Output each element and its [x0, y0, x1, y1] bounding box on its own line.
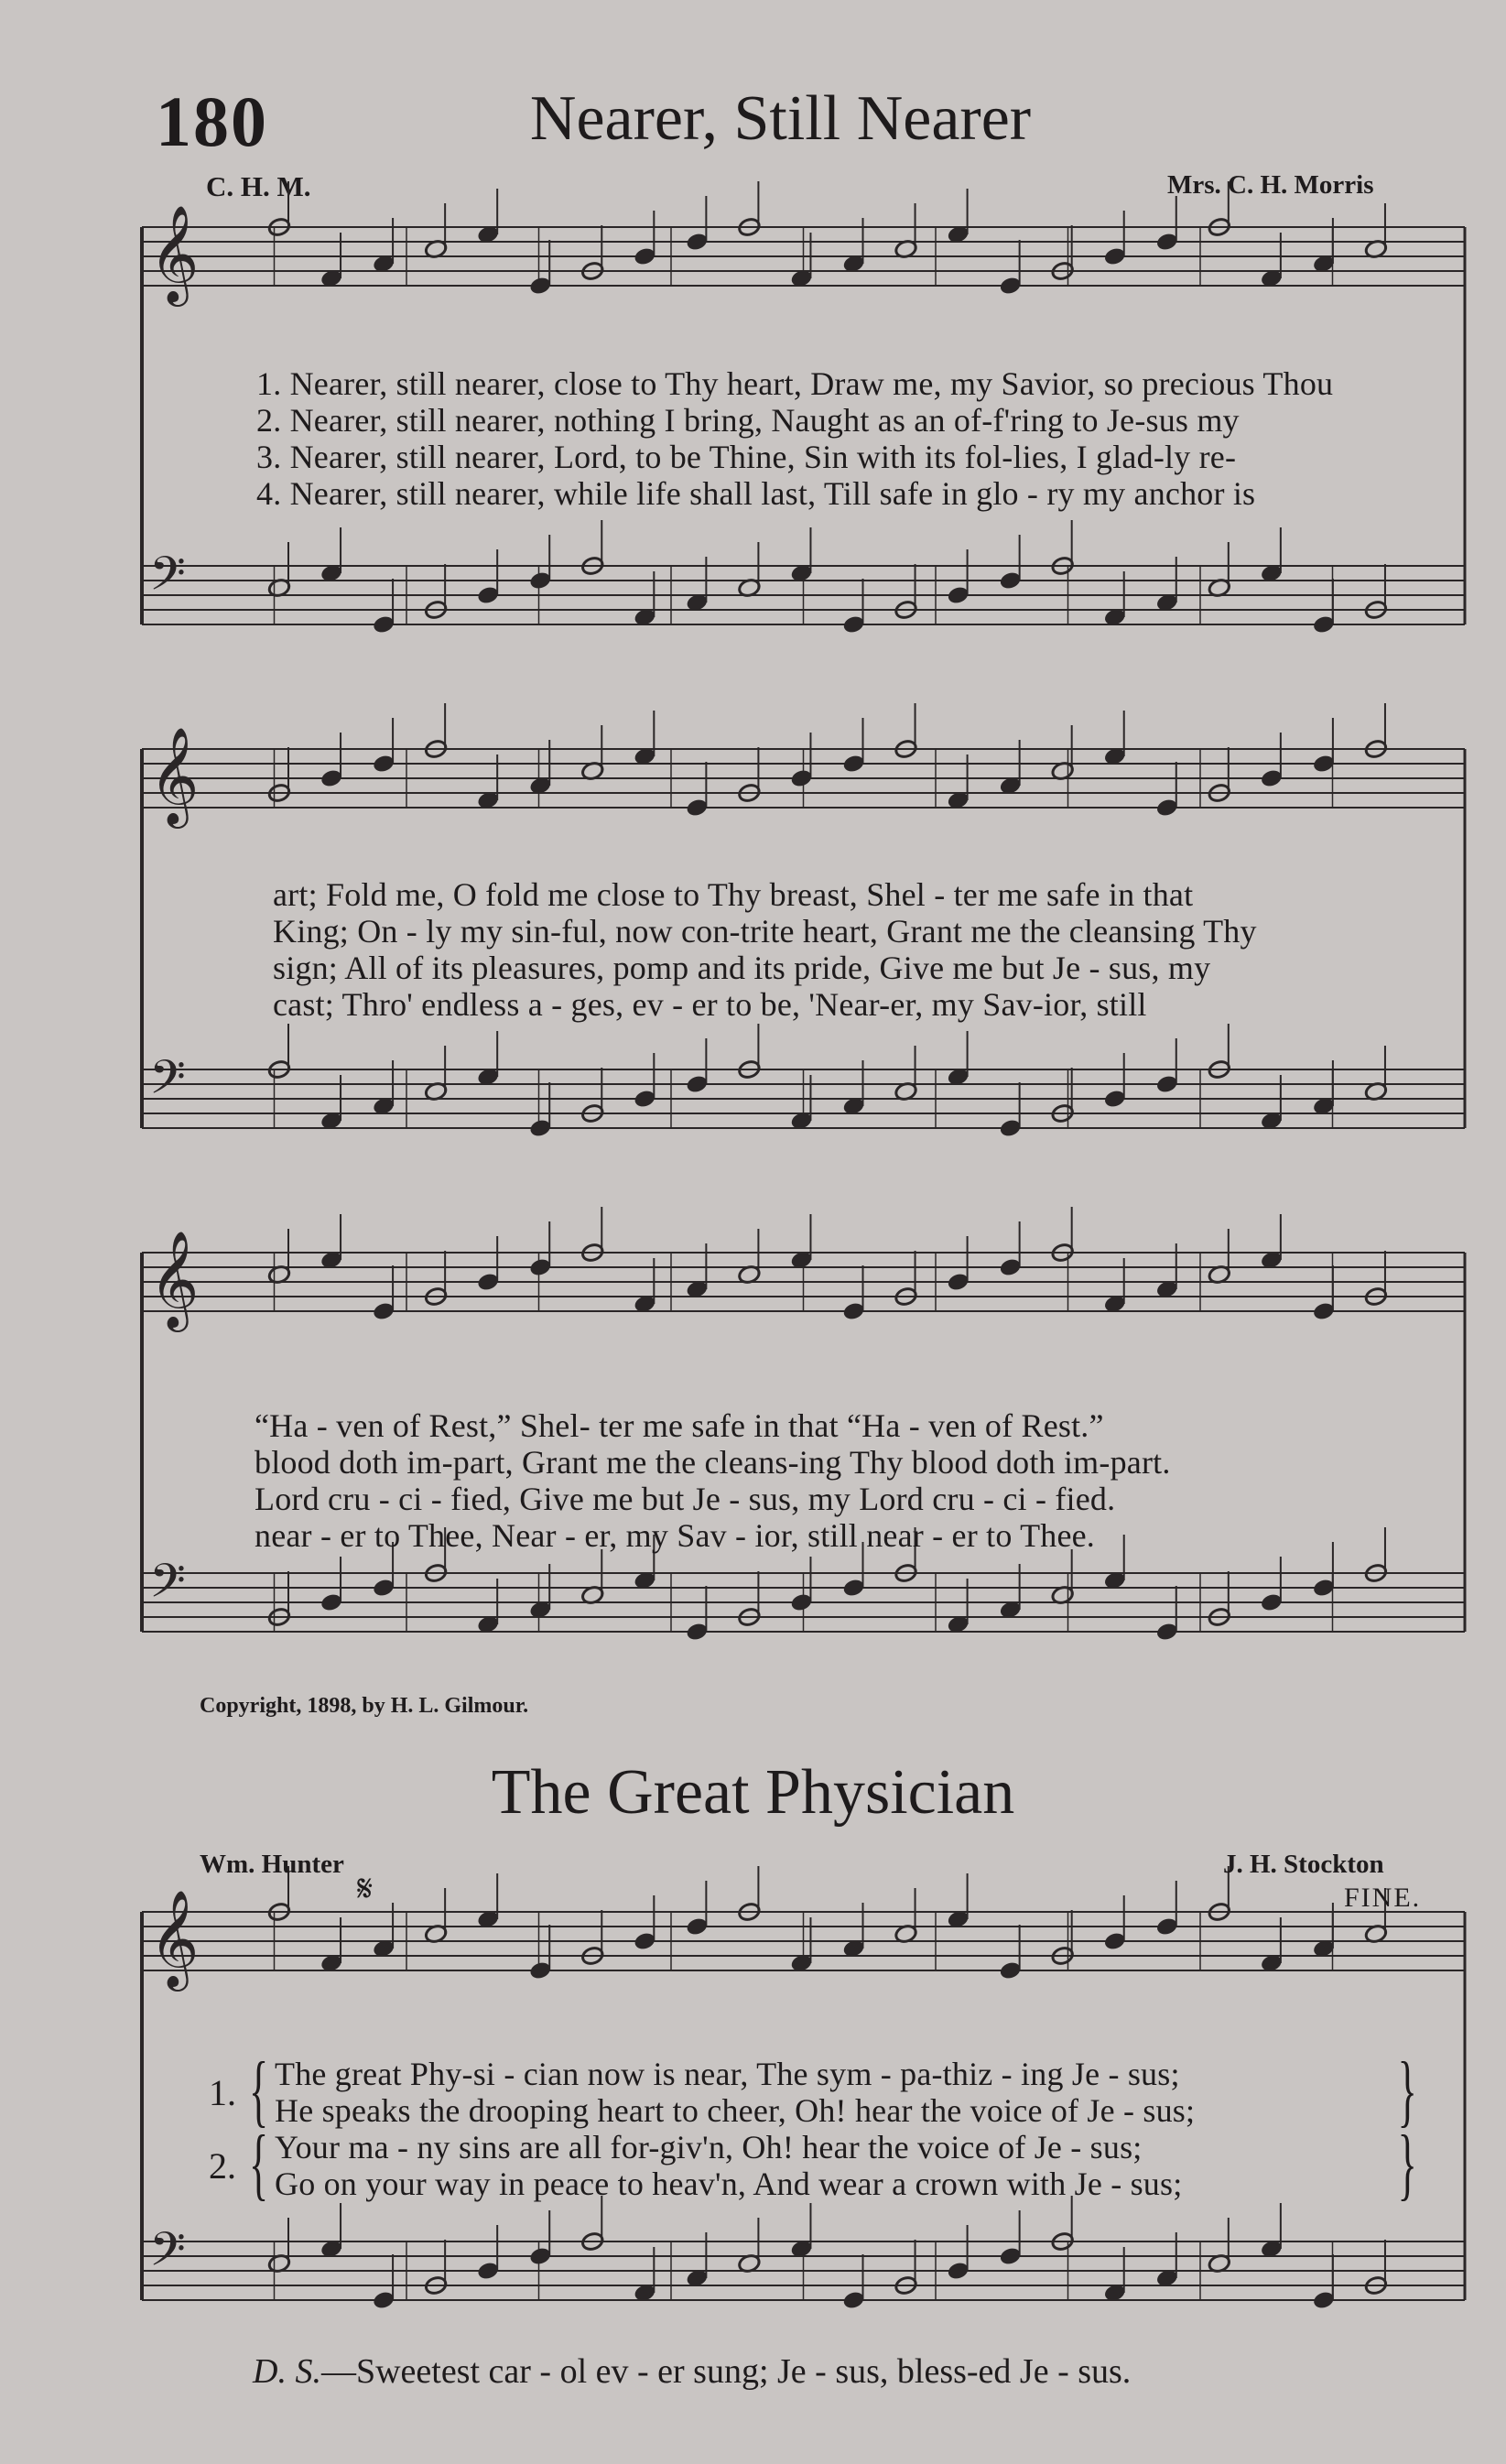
lyric-s1-v1: 1. Nearer, still nearer, close to Thy heart, Draw me, my Savior, so precious Thou [256, 365, 1334, 402]
lyric-s3-v1: “Ha - ven of Rest,” Shel- ter me safe in that “Ha - ven of Rest.” [255, 1407, 1104, 1444]
hymn-title-2: The Great Physician [491, 1757, 1015, 1828]
lyric-gp-1: The great Phy-si - cian now is near, The sym - pa-thiz - ing Je - sus; [275, 2056, 1180, 2092]
lyric-gp-4: Go on your way in peace to heav'n, And wear a crown with Je - sus; [275, 2165, 1183, 2202]
lyric-s1-v3: 3. Nearer, still nearer, Lord, to be Thine, Sin with its fol-lies, I glad-ly re- [256, 439, 1237, 475]
lyric-s3-v4: near - er to Thee, Near - er, my Sav - ior, still near - er to Thee. [255, 1517, 1096, 1554]
lyric-s2-v3: sign; All of its pleasures, pomp and its pride, Give me but Je - sus, my [273, 950, 1211, 986]
brace-verse-1: { [249, 2046, 269, 2135]
lyric-s3-v3: Lord cru - ci - fied, Give me but Je - sus, my Lord cru - ci - fied. [255, 1481, 1116, 1517]
lyric-gp-2: He speaks the drooping heart to cheer, Oh! hear the voice of Je - sus; [275, 2092, 1196, 2129]
svg-text:𝄞: 𝄞 [149, 726, 200, 824]
ds-label: D. S. [253, 2352, 321, 2391]
svg-text:𝄞: 𝄞 [149, 1230, 200, 1328]
hymn-title: Nearer, Still Nearer [529, 83, 1032, 154]
hymn-number: 180 [156, 81, 268, 161]
author-credit: Mrs. C. H. Morris [1167, 170, 1374, 200]
copyright-notice: Copyright, 1898, by H. L. Gilmour. [200, 1694, 529, 1718]
lyric-s1-v4: 4. Nearer, still nearer, while life shall last, Till safe in glo - ry my anchor is [256, 475, 1256, 512]
lyric-s3-v2: blood doth im-part, Grant me the cleans-ing Thy blood doth im-part. [255, 1444, 1171, 1481]
ds-text: —Sweetest car - ol ev - er sung; Je - sus, bless-ed Je - sus. [320, 2352, 1132, 2391]
brace-close-1: { [1397, 2046, 1417, 2135]
brace-close-2: { [1397, 2120, 1417, 2209]
lyric-s2-v1: art; Fold me, O fold me close to Thy breast, Shel - ter me safe in that [273, 876, 1194, 913]
svg-text:𝄢: 𝄢 [149, 1049, 186, 1116]
svg-text:𝄞: 𝄞 [149, 1889, 200, 1987]
svg-text:𝄞: 𝄞 [149, 204, 200, 302]
da-segno-line [253, 2351, 1131, 2392]
svg-text:𝄢: 𝄢 [149, 1553, 186, 1620]
author-credit-2: Wm. Hunter [200, 1850, 344, 1879]
svg-text:𝄢: 𝄢 [149, 546, 186, 613]
segno-sign: 𝄋 [357, 1868, 374, 1910]
fine-marking: FINE. [1344, 1883, 1422, 1913]
brace-verse-2: { [249, 2120, 269, 2209]
verse-number-2: 2. [209, 2145, 236, 2187]
composer-credit-2: J. H. Stockton [1223, 1850, 1384, 1879]
lyric-gp-3: Your ma - ny sins are all for-giv'n, Oh! hear the voice of Je - sus; [275, 2129, 1143, 2165]
lyric-s2-v4: cast; Thro' endless a - ges, ev - er to be, 'Near-er, my Sav-ior, still [273, 986, 1147, 1023]
lyric-s1-v2: 2. Nearer, still nearer, nothing I bring, Naught as an of-f'ring to Je-sus my [256, 402, 1240, 439]
lyric-s2-v2: King; On - ly my sin-ful, now con-trite heart, Grant me the cleansing Thy [273, 913, 1257, 950]
svg-text:𝄢: 𝄢 [149, 2221, 186, 2288]
verse-number-1: 1. [209, 2072, 236, 2113]
meter-credit: C. H. M. [206, 170, 311, 202]
